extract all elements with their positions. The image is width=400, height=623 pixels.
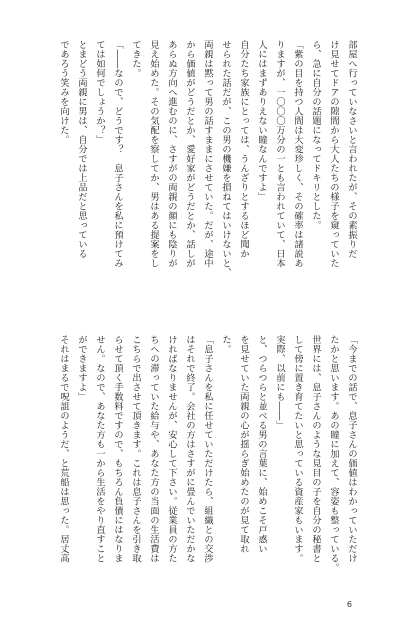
text-line: 見え始めた。その気配を察してか、男はある提案をし bbox=[148, 40, 159, 268]
text-line: それはまるで呪詛のようだ、と荒船は思った。居丈高 bbox=[58, 335, 69, 563]
text-line: ては如何でしょうか？」 bbox=[94, 40, 105, 145]
text-line: とまどう両親に男は、自分では上品だと思っている bbox=[76, 40, 87, 259]
text-line: た。 bbox=[220, 335, 231, 354]
text-line: 人にはまずありえない瞳なんですよ」 bbox=[256, 40, 267, 202]
text-line: はそれで終了。会社の方はさすがに畳んでいただかな bbox=[184, 335, 195, 563]
text-line: らせて頂く手数料ですので、もちろん負債にはなりま bbox=[112, 335, 123, 563]
text-line: 「今までの話で、息子さんの価値はわかっていただけ bbox=[346, 335, 357, 563]
text-line: ちへの滞っていた給与や、あなた方の当面の生活費は bbox=[148, 335, 159, 563]
text-line: 実際、以前にも――」 bbox=[274, 335, 285, 430]
text-line: 世界には、息子さんのような見目の子を自分の秘書と bbox=[310, 335, 321, 563]
text-line: から価値がどうだとか、愛好家がどうだとか、話しが bbox=[184, 40, 195, 268]
text-line: りますが、一〇〇〇万分の一とも言われていて、日本 bbox=[274, 40, 285, 268]
text-line: 部屋へ行っていなさいと言われたが、その素振りだ bbox=[346, 40, 357, 259]
text-line: せん。なので、あなた方も一から生活をやり直すこと bbox=[94, 335, 105, 563]
text-line: 自分たち家族にとっては、うんざりとするほど聞か bbox=[238, 40, 249, 259]
text-line: 「紫の目を持つ人間は大変珍しく、その確率は諸説あ bbox=[292, 40, 303, 268]
text-line: あらぬ方向へ進むのに、さすがの両親の顔にも陰りが bbox=[166, 40, 177, 268]
text-line: 「息子さんを私に任せていただけたら、組織との交渉 bbox=[202, 335, 213, 563]
text-line: ければなりませんが、安心して下さい。従業員の方た bbox=[166, 335, 177, 563]
page-number: 6 bbox=[346, 600, 352, 609]
text-line: 「――なので、どうです？ 息子さんを私に預けてみ bbox=[112, 40, 123, 268]
text-block-upper bbox=[30, 40, 360, 300]
text-line: であろう笑みを向けた。 bbox=[58, 40, 69, 145]
text-line: てきた。 bbox=[130, 40, 141, 78]
text-line: ができますよ」 bbox=[76, 335, 87, 402]
text-block-lower bbox=[30, 335, 360, 585]
text-line: と、つらつらと並べる男の言葉に、始めこそ戸惑い bbox=[256, 335, 267, 554]
text-line: せられた話だが、この男の機嫌を損ねてはいけないと、 bbox=[220, 40, 231, 278]
text-line: こちらで出させて頂きます。これは息子さんを引き取 bbox=[130, 335, 141, 563]
text-line: して傍に置き育てたいと思っている資産家もいます。 bbox=[292, 335, 303, 563]
text-line: たかと思います。あの瞳に加えて、容姿も整っている。 bbox=[328, 335, 339, 573]
text-line: ら、急に自分の話題になってドキリとした。 bbox=[310, 40, 321, 230]
text-line: を見せていた両親の心が揺らぎ始めたのが見て取れ bbox=[238, 335, 249, 554]
text-line: 両親は黙って男の話すままにさせていた。だが、途中 bbox=[202, 40, 213, 268]
text-line: け見せてドアの隙間から大人たちの様子を窺っていた bbox=[328, 40, 339, 268]
